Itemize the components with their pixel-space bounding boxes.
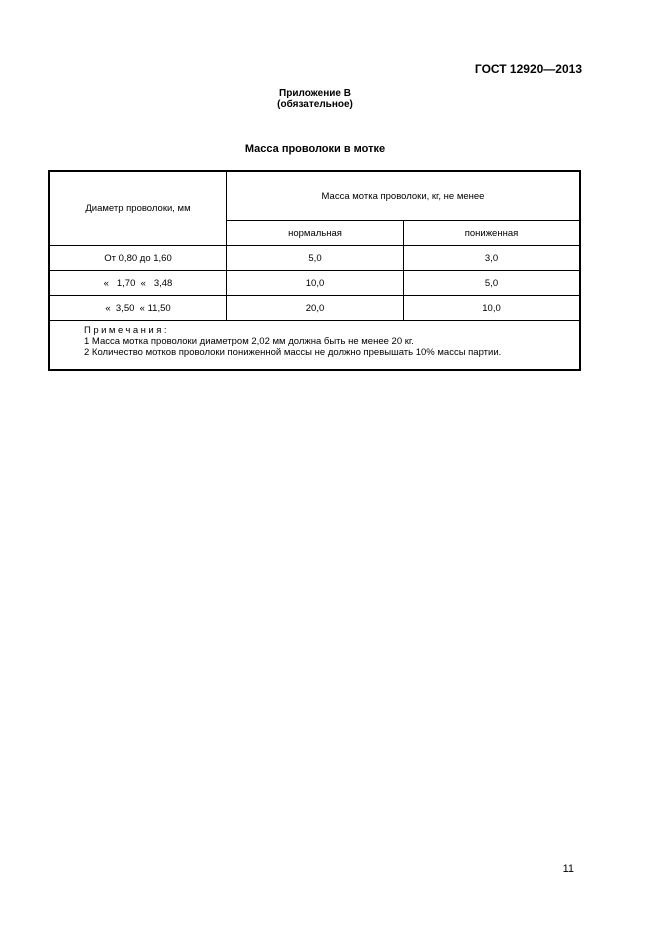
note-item: 2 Количество мотков проволоки пониженной массы не должно превышать 10% массы партии.	[84, 347, 502, 358]
note-item: 1 Масса мотка проволоки диаметром 2,02 мм должна быть не менее 20 кг.	[84, 336, 414, 347]
table-row	[49, 296, 580, 321]
cell-reduced: 3,0	[404, 246, 581, 271]
cell-normal: 5,0	[227, 246, 404, 271]
cell-reduced: 10,0	[404, 296, 581, 321]
table-row	[49, 271, 580, 296]
header-diameter: Диаметр проволоки, мм	[49, 171, 227, 246]
notes-title: Примечания:	[84, 325, 169, 336]
notes-cell	[49, 321, 580, 371]
cell-diameter: « 3,50 « 11,50	[49, 296, 227, 321]
appendix-note: (обязательное)	[277, 99, 353, 110]
page-number: 11	[562, 863, 574, 875]
document-code: ГОСТ 12920—2013	[474, 62, 582, 76]
table-row	[49, 246, 580, 271]
mass-table	[48, 170, 581, 371]
appendix-title: Приложение В	[279, 88, 351, 99]
cell-normal: 10,0	[227, 271, 404, 296]
table-title: Масса проволоки в мотке	[244, 143, 386, 155]
appendix-heading	[0, 88, 630, 110]
cell-diameter: « 1,70 « 3,48	[49, 271, 227, 296]
notes-row	[49, 321, 580, 371]
subheader-normal: нормальная	[227, 221, 404, 246]
cell-reduced: 5,0	[404, 271, 581, 296]
header-mass: Масса мотка проволоки, кг, не менее	[227, 171, 581, 221]
subheader-reduced: пониженная	[404, 221, 581, 246]
cell-diameter: От 0,80 до 1,60	[49, 246, 227, 271]
cell-normal: 20,0	[227, 296, 404, 321]
